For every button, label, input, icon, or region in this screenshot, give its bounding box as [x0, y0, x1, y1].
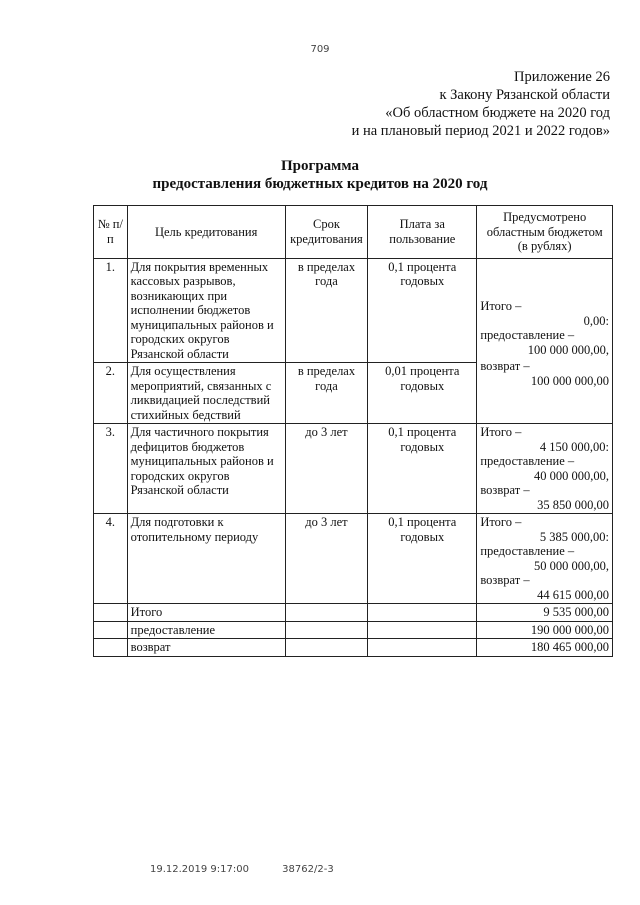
- row-purpose: Для покрытия временных кассовых разрывов, возникающих при исполнении бюджетов муниципальных районов и городских округов Рязанской области: [127, 258, 285, 363]
- row-amount-shared: [477, 258, 613, 424]
- amount-total-value: 0,00:: [583, 313, 609, 328]
- amount-total-value: 5 385 000,00:: [539, 529, 609, 544]
- row-term: до 3 лет: [285, 424, 368, 514]
- amount-total-label: Итого –: [480, 299, 522, 314]
- row-fee: 0,1 процента годовых: [368, 424, 477, 514]
- page-number: 709: [310, 44, 330, 55]
- total-row: [94, 604, 613, 622]
- table-row: [94, 424, 613, 514]
- provision-term-cell: [285, 621, 368, 639]
- header-purpose: Цель кредитования: [127, 206, 285, 259]
- provision-row: [94, 621, 613, 639]
- amount-provision-label: предоставление –: [480, 454, 575, 468]
- appendix-line: «Об областном бюджете на 2020 год: [385, 105, 610, 121]
- row-fee: 0,1 процента годовых: [368, 514, 477, 604]
- provision-label: предоставление: [127, 621, 285, 639]
- amount-return-value: 44 615 000,00: [537, 587, 609, 602]
- amount-return-value: 35 850 000,00: [537, 497, 609, 512]
- provision-value: 190 000 000,00: [477, 621, 613, 639]
- amount-return-label: возврат –: [480, 359, 530, 374]
- total-value: 9 535 000,00: [477, 604, 613, 622]
- amount-total-label: Итого –: [480, 425, 522, 439]
- row-num: 4.: [94, 514, 128, 604]
- total-label: Итого: [127, 604, 285, 622]
- amount-return-value: 100 000 000,00: [530, 373, 609, 388]
- row-fee: 0,01 процента годовых: [368, 363, 477, 424]
- footer-stamp: [150, 864, 334, 875]
- amount-provision-value: 40 000 000,00,: [534, 468, 609, 483]
- credit-program-table: [93, 205, 613, 657]
- amount-total-label: Итого –: [480, 515, 522, 529]
- row-term: в пределах года: [285, 363, 368, 424]
- row-amount: [477, 514, 613, 604]
- amount-provision-value: 100 000 000,00,: [527, 342, 609, 357]
- header-term: Срок кредитования: [285, 206, 368, 259]
- footer-timestamp: 19.12.2019 9:17:00: [150, 864, 249, 875]
- table-header-row: [94, 206, 613, 259]
- total-fee-cell: [368, 604, 477, 622]
- title-line: предоставления бюджетных кредитов на 2020 год: [152, 176, 488, 192]
- provision-num-cell: [94, 621, 128, 639]
- return-value: 180 465 000,00: [477, 639, 613, 657]
- table-row: [94, 258, 613, 363]
- return-num-cell: [94, 639, 128, 657]
- return-term-cell: [285, 639, 368, 657]
- header-num: № п/п: [94, 206, 128, 259]
- appendix-line: к Закону Рязанской области: [439, 87, 610, 103]
- amount-return-label: возврат –: [480, 483, 530, 497]
- amount-total-value: 4 150 000,00:: [539, 439, 609, 454]
- row-purpose: Для подготовки к отопительному периоду: [127, 514, 285, 604]
- row-fee: 0,1 процента годовых: [368, 258, 477, 363]
- appendix-header: [352, 68, 610, 140]
- header-fee: Плата за пользование: [368, 206, 477, 259]
- row-num: 2.: [94, 363, 128, 424]
- header-amount: Предусмотрено областным бюджетом (в рублях): [477, 206, 613, 259]
- total-num-cell: [94, 604, 128, 622]
- row-num: 3.: [94, 424, 128, 514]
- amount-provision-label: предоставление –: [480, 328, 575, 343]
- return-row: [94, 639, 613, 657]
- appendix-line: Приложение 26: [514, 69, 610, 85]
- row-num: 1.: [94, 258, 128, 363]
- footer-doc-id: 38762/2-3: [282, 864, 334, 875]
- return-fee-cell: [368, 639, 477, 657]
- amount-provision-label: предоставление –: [480, 544, 575, 558]
- provision-fee-cell: [368, 621, 477, 639]
- amount-provision-value: 50 000 000,00,: [534, 558, 609, 573]
- row-purpose: Для осуществления мероприятий, связанных с ликвидацией последствий стихийных бедствий: [127, 363, 285, 424]
- row-term: до 3 лет: [285, 514, 368, 604]
- row-purpose: Для частичного покрытия дефицитов бюджетов муниципальных районов и городских округов Рязанской области: [127, 424, 285, 514]
- appendix-line: и на плановый период 2021 и 2022 годов»: [351, 123, 610, 139]
- row-term: в пределах года: [285, 258, 368, 363]
- title-line: Программа: [281, 158, 359, 174]
- return-label: возврат: [127, 639, 285, 657]
- amount-return-label: возврат –: [480, 573, 530, 587]
- total-term-cell: [285, 604, 368, 622]
- document-title: [0, 157, 640, 193]
- table-row: [94, 514, 613, 604]
- row-amount: [477, 424, 613, 514]
